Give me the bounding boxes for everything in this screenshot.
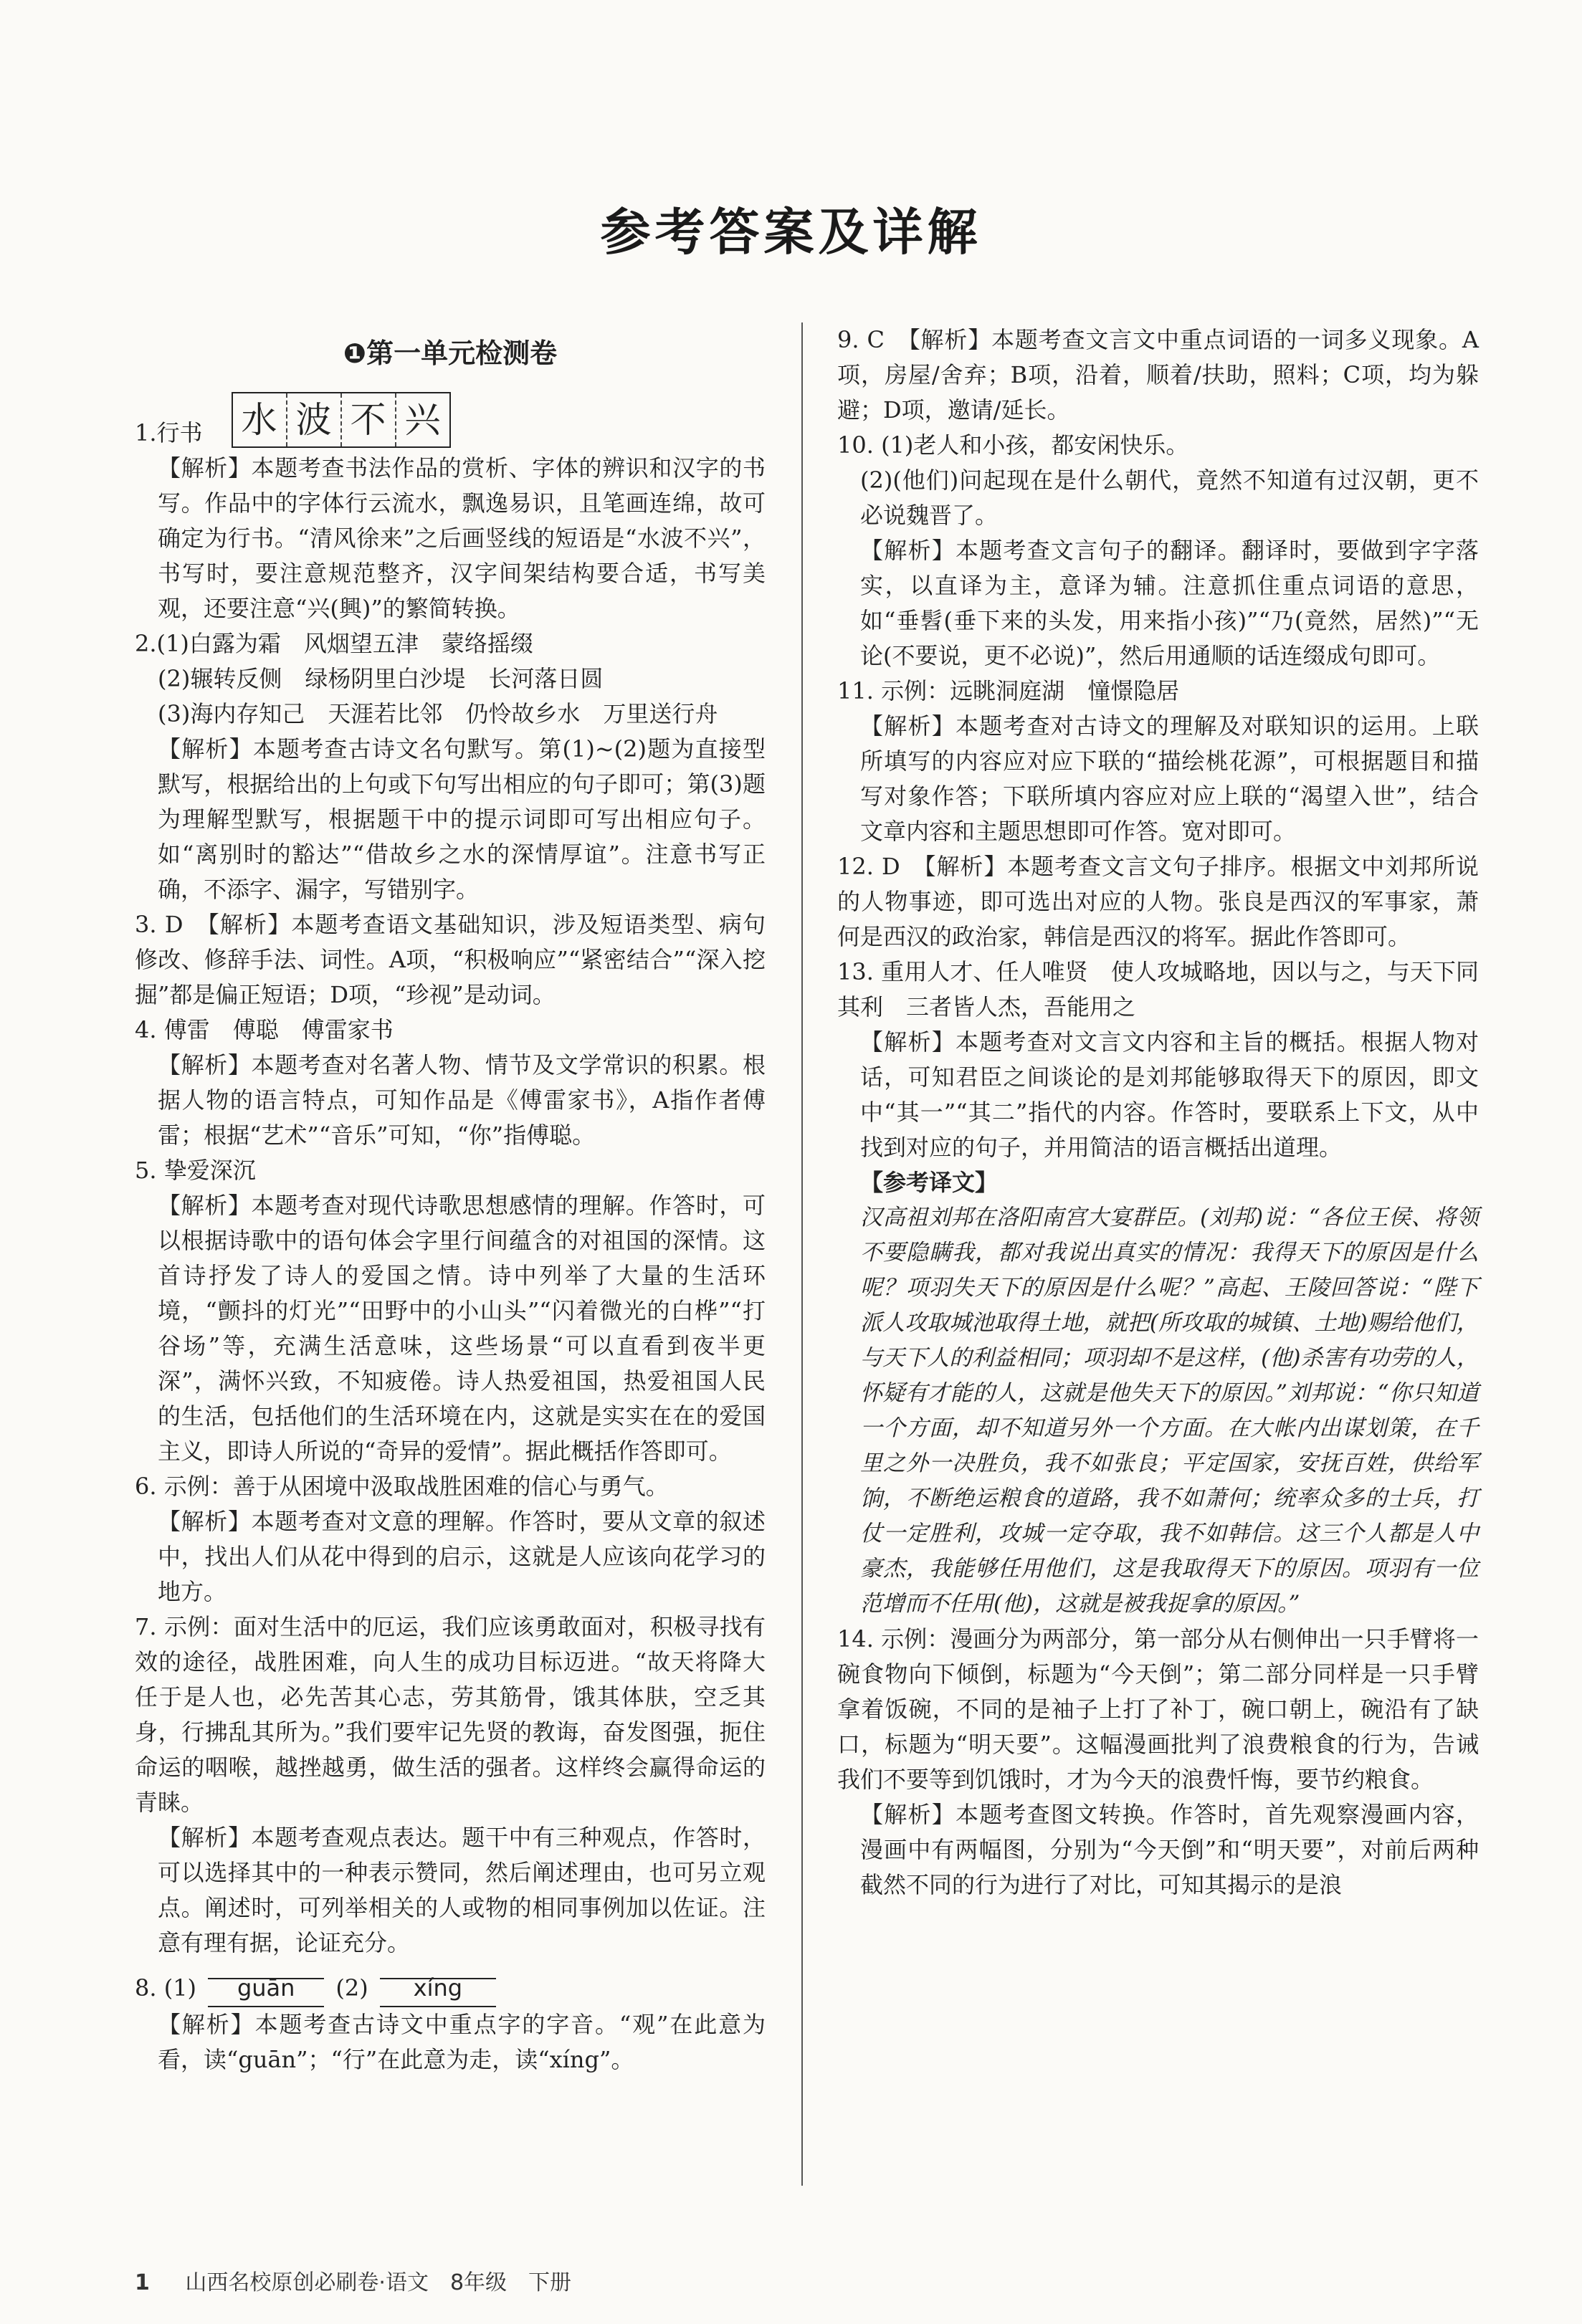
q9: 9. C 【解析】本题考查文言文中重点词语的一词多义现象。A项，房屋/舍弃；B项，沿着，顺着/扶助，照料；C项，均为躲避；D项，邀请/延长。	[837, 326, 1479, 424]
q4-analysis: 【解析】本题考查对名著人物、情节及文学常识的积累。根据人物的语言特点，可知作品是《傅雷家书》，A指作者傅雷；根据“艺术”“音乐”可知，“你”指傅聪。	[158, 1051, 766, 1149]
q6-analysis: 【解析】本题考查对文意的理解。作答时，要从文章的叙述中，找出人们从花中得到的启示，这就是人应该向花学习的地方。	[158, 1508, 766, 1605]
q2-analysis: 【解析】本题考查古诗文名句默写。第(1)~(2)题为直接型默写，根据给出的上句或下句写出相应的句子即可；第(3)题为理解型默写，根据题干中的提示词即可写出相应句子。如“离别时的豁达”“借故乡之水的深情厚谊”。注意书写正确，不添字、漏字，写错别字。	[158, 735, 766, 903]
q8	[135, 1971, 766, 2007]
right-column	[837, 322, 1479, 1903]
q2-line-1: 2.(1)白露为霜 风烟望五津 蒙络摇缀	[135, 630, 533, 657]
q12: 12. D 【解析】本题考查文言文句子排序。根据文中刘邦所说的人物事迹，即可选出对应的人物。张良是西汉的军事家，萧何是西汉的政治家，韩信是西汉的将军。据此作答即可。	[837, 853, 1479, 950]
calligraphy-grid	[232, 392, 451, 448]
reference-translation-text: 汉高祖刘邦在洛阳南宫大宴群臣。(刘邦)说：“各位王侯、将领不要隐瞒我，都对我说出真实的情况：我得天下的原因是什么呢？项羽失天下的原因是什么呢？”高起、王陵回答说：“陛下派人攻取城池取得土地，就把(所攻取的城镇、土地)赐给他们，与天下人的利益相同；项羽却不是这样，(他)杀害有功劳的人，怀疑有才能的人，这就是他失天下的原因。”刘邦说：“你只知道一个方面，却不知道另外一个方面。在大帐内出谋划策，在千里之外一决胜负，我不如张良；平定国家，安抚百姓，供给军饷，不断绝运粮食的道路，我不如萧何；统率众多的士兵，打仗一定胜利，攻城一定夺取，我不如韩信。这三个人都是人中豪杰，我能够任用他们，这是我取得天下的原因。项羽有一位范增而不任用(他)，这就是被我捉拿的原因。”	[860, 1205, 1479, 1617]
q7-analysis: 【解析】本题考查观点表达。题干中有三种观点，作答时，可以选择其中的一种表示赞同，然后阐述理由，也可另立观点。阐述时，可列举相关的人或物的相同事例加以佐证。注意有理有据，论证充分。	[158, 1824, 766, 1956]
section-title: ❶第一单元检测卷	[343, 338, 558, 369]
q4: 4. 傅雷 傅聪 傅雷家书	[135, 1016, 394, 1043]
q11: 11. 示例：远眺洞庭湖 憧憬隐居	[837, 677, 1180, 704]
q10-line-2: (2)(他们)问起现在是什么朝代，竟然不知道有过汉朝，更不必说魏晋了。	[860, 467, 1479, 529]
q6: 6. 示例：善于从困境中汲取战胜困难的信心与勇气。	[135, 1473, 669, 1500]
q5: 5. 挚爱深沉	[135, 1157, 256, 1184]
q2-line-3: (3)海内存知己 天涯若比邻 仍怜故乡水 万里送行舟	[158, 700, 718, 727]
q14: 14. 示例：漫画分为两部分，第一部分从右侧伸出一只手臂将一碗食物向下倾倒，标题为“今天倒”；第二部分同样是一只手臂拿着饭碗，不同的是袖子上打了补丁，碗口朝上，碗沿有了缺口，标题为“明天要”。这幅漫画批判了浪费粮食的行为，告诫我们不要等到饥饿时，才为今天的浪费忏悔，要节约粮食。	[837, 1625, 1479, 1793]
q1-analysis: 【解析】本题考查书法作品的赏析、字体的辨识和汉字的书写。作品中的字体行云流水，飘逸易识，且笔画连绵，故可确定为行书。“清风徐来”之后画竖线的短语是“水波不兴”，书写时，要注意规范整齐，汉字间架结构要合适，书写美观，还要注意“兴(興)”的繁简转换。	[158, 454, 766, 622]
grid-char: 波	[287, 393, 342, 446]
column-divider	[801, 322, 803, 2186]
q2-line-2: (2)辗转反侧 绿杨阴里白沙堤 长河落日圆	[158, 665, 604, 692]
q13: 13. 重用人才、任人唯贤 使人攻城略地，因以与之，与天下同其利 三者皆人杰，吾能用之	[837, 958, 1479, 1020]
q10-line-1: 10. (1)老人和小孩，都安闲快乐。	[837, 431, 1189, 459]
grid-char: 水	[233, 393, 287, 446]
page-footer	[135, 2265, 571, 2296]
reference-translation-title: 【参考译文】	[860, 1169, 999, 1196]
q8-pinyin-1: guān	[208, 1971, 324, 2007]
q11-analysis: 【解析】本题考查对古诗文的理解及对联知识的运用。上联所填写的内容应对应下联的“描绘桃花源”，可根据题目和描写对象作答；下联所填内容应对应上联的“渴望入世”，结合文章内容和主题思想即可作答。宽对即可。	[860, 712, 1479, 845]
book-info: 山西名校原创必刷卷·语文 8年级 下册	[185, 2270, 572, 2295]
q8-analysis: 【解析】本题考查古诗文中重点字的字音。“观”在此意为看，读“guān”；“行”在此意为走，读“xíng”。	[158, 2011, 766, 2073]
q5-analysis: 【解析】本题考查对现代诗歌思想感情的理解。作答时，可以根据诗歌中的语句体会字里行间蕴含的对祖国的深情。这首诗抒发了诗人的爱国之情。诗中列举了大量的生活环境，“颤抖的灯光”“田野中的小山头”“闪着微光的白桦”“打谷场”等，充满生活意味，这些场景“可以直看到夜半更深”，满怀兴致，不知疲倦。诗人热爱祖国，热爱祖国人民的生活，包括他们的生活环境在内，这就是实实在在的爱国主义，即诗人所说的“奇异的爱情”。据此概括作答即可。	[158, 1192, 766, 1465]
question-1	[135, 392, 766, 451]
page-title: 参考答案及详解	[600, 203, 982, 262]
q8-label-2: (2)	[335, 1974, 368, 2002]
grid-char: 不	[342, 393, 396, 446]
grid-char: 兴	[404, 398, 441, 441]
q7: 7. 示例：面对生活中的厄运，我们应该勇敢面对，积极寻找有效的途径，战胜困难，向人生的成功目标迈进。“故天将降大任于是人也，必先苦其心志，劳其筋骨，饿其体肤，空乏其身，行拂乱其所为。”我们要牢记先贤的教诲，奋发图强，扼住命运的咽喉，越挫越勇，做生活的强者。这样终会赢得命运的青睐。	[135, 1613, 766, 1816]
q1-label: 1.行书	[135, 419, 203, 446]
q13-analysis: 【解析】本题考查对文言文内容和主旨的概括。根据人物对话，可知君臣之间谈论的是刘邦能够取得天下的原因，即文中“其一”“其二”指代的内容。作答时，要联系上下文，从中找到对应的句子，并用简洁的语言概括出道理。	[860, 1028, 1479, 1161]
page-number: 1	[135, 2270, 150, 2295]
q14-analysis: 【解析】本题考查图文转换。作答时，首先观察漫画内容，漫画中有两幅图，分别为“今天倒”和“明天要”，对前后两种截然不同的行为进行了对比，可知其揭示的是浪	[860, 1801, 1479, 1898]
q3: 3. D 【解析】本题考查语文基础知识，涉及短语类型、病句修改、修辞手法、词性。A项，“积极响应”“紧密结合”“深入挖掘”都是偏正短语；D项，“珍视”是动词。	[135, 911, 766, 1008]
q8-pinyin-2: xíng	[380, 1971, 496, 2007]
q10-analysis: 【解析】本题考查文言句子的翻译。翻译时，要做到字字落实，以直译为主，意译为辅。注意抓住重点词语的意思，如“垂髫(垂下来的头发，用来指小孩)”“乃(竟然，居然)”“无论(不要说，更不必说)”，然后用通顺的话连缀成句即可。	[860, 537, 1479, 669]
q8-label-1: 8. (1)	[135, 1974, 197, 2002]
left-column	[135, 322, 766, 2077]
